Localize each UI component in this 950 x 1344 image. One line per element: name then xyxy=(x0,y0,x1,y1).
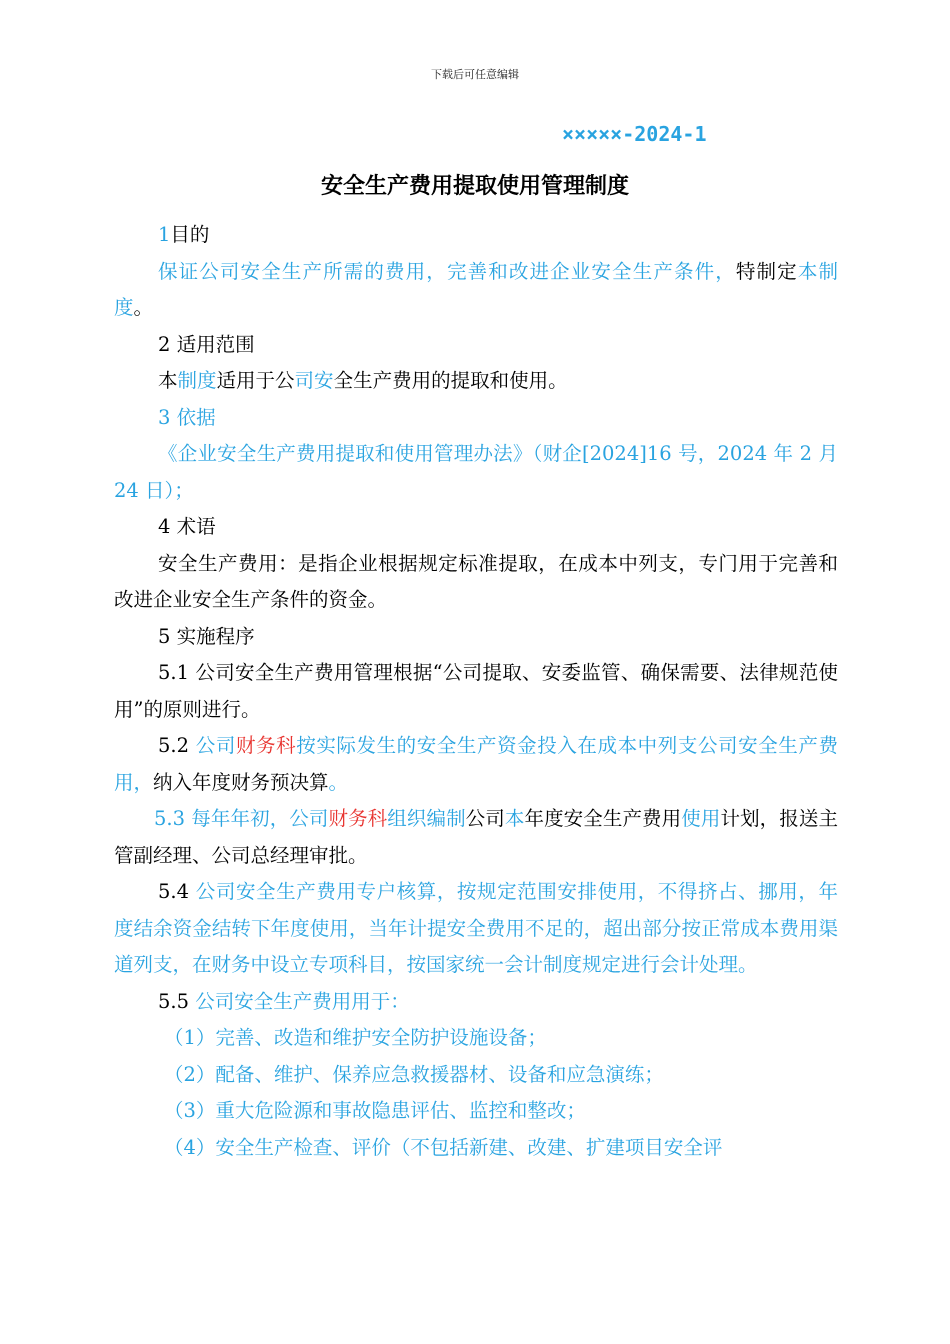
list-item: （2）配备、维护、保养应急救援器材、设备和应急演练； xyxy=(164,1062,664,1086)
section-3-heading: 3 依据 xyxy=(158,405,216,429)
section-4-heading: 4 术语 xyxy=(158,515,216,538)
paragraph-scope: 本制度适用于公司安全生产费用的提取和使用。 xyxy=(158,369,568,392)
paragraph-purpose: 保证公司安全生产所需的费用，完善和改进企业安全生产条件，特制定本制度。 xyxy=(114,259,838,319)
section-2-heading: 2 适用范围 xyxy=(158,332,255,356)
document-title: 安全生产费用提取使用管理制度 xyxy=(320,173,629,199)
list-item: （1）完善、改造和维护安全防护设施设备； xyxy=(164,1026,547,1049)
paragraph-5-1: 5.1 公司安全生产费用管理根据“公司提取、安委监管、确保需要、法律规范使用”的原则进行。 xyxy=(114,661,838,721)
document-number: ×××××-2024-1 xyxy=(562,122,707,146)
section-1-heading: 1目的 xyxy=(158,223,210,246)
paragraph-terms: 安全生产费用：是指企业根据规定标准提取，在成本中列支，专门用于完善和改进企业安全生产条件的资金。 xyxy=(114,551,838,611)
list-item: （3）重大危险源和事故隐患评估、监控和整改； xyxy=(164,1099,586,1122)
list-item: （4）安全生产检查、评价（不包括新建、改建、扩建项目安全评 xyxy=(164,1135,723,1159)
paragraph-5-4: 5.4 公司安全生产费用专户核算，按规定范围安排使用，不得挤占、挪用，年度结余资金结转下年度使用，当年计提安全费用不足的，超出部分按正常成本费用渠道列支，在财务中设立专项科目，按国家统一会计制度规定进行会计处理。 xyxy=(114,880,838,976)
paragraph-5-3: 5.3 每年年初，公司财务科组织编制公司本年度安全生产费用使用计划，报送主管副经理、公司总经理审批。 xyxy=(114,807,838,867)
paragraph-5-5: 5.5 公司安全生产费用用于： xyxy=(158,989,410,1013)
document-body xyxy=(114,217,838,1166)
paragraph-5-2: 5.2 公司财务科按实际发生的安全生产资金投入在成本中列支公司安全生产费用，纳入年度财务预决算。 xyxy=(114,734,838,794)
page-header: 下载后可任意编辑 xyxy=(431,68,519,81)
paragraph-basis: 《企业安全生产费用提取和使用管理办法》（财企[2024]16 号，2024 年 2 月 24 日）； xyxy=(114,442,838,502)
section-5-heading: 5 实施程序 xyxy=(158,624,255,648)
